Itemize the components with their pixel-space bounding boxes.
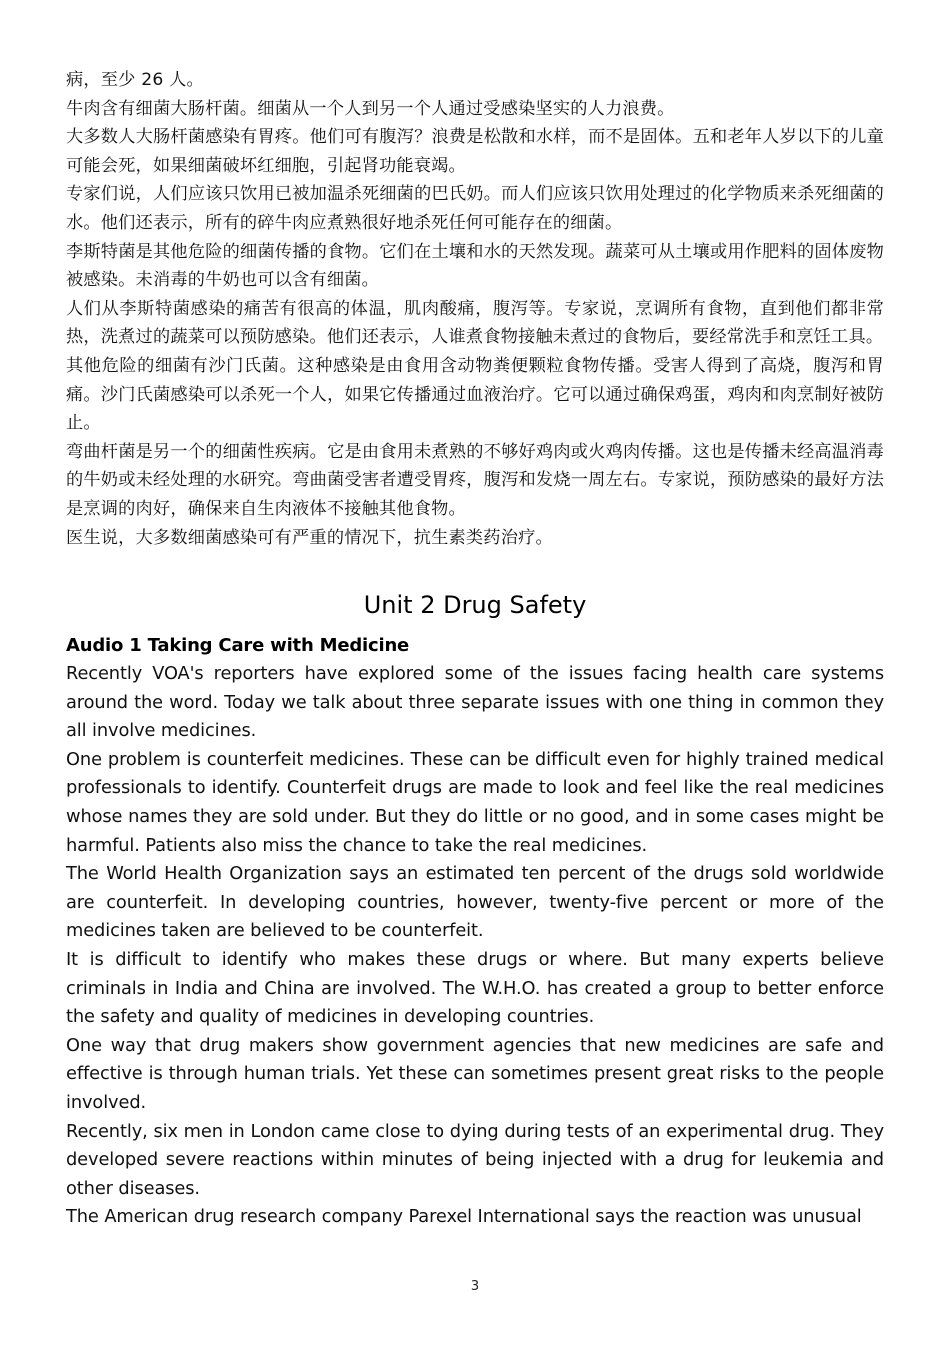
chinese-paragraph: 弯曲杆菌是另一个的细菌性疾病。它是由食用未煮熟的不够好鸡肉或火鸡肉传播。这也是传播未经高温消毒的牛奶或未经处理的水研究。弯曲菌受害者遭受胃疼，腹泻和发烧一周左右。专家说，预防感染的最好方法是烹调的肉好，确保来自生肉液体不接触其他食物。 (66, 441, 884, 519)
english-paragraph: Recently VOA's reporters have explored some of the issues facing health care systems around the word. Today we talk about three separate issues with one thing in common they all involve medicines. (66, 663, 884, 742)
chinese-paragraph: 其他危险的细菌有沙门氏菌。这种感染是由食用含动物粪便颗粒食物传播。受害人得到了高烧，腹泻和胃痛。沙门氏菌感染可以杀死一个人，如果它传播通过血液治疗。它可以通过确保鸡蛋，鸡肉和肉烹制好被防止。 (66, 355, 884, 434)
chinese-paragraph: 专家们说，人们应该只饮用已被加温杀死细菌的巴氏奶。而人们应该只饮用处理过的化学物质来杀死细菌的水。他们还表示，所有的碎牛肉应煮熟很好地杀死任何可能存在的细菌。 (66, 184, 884, 233)
page-content (66, 66, 884, 1232)
audio-section-title: Audio 1 Taking Care with Medicine (66, 635, 410, 657)
chinese-text-section (66, 66, 884, 552)
chinese-paragraph: 病，至少 26 人。 (66, 70, 204, 90)
english-paragraph: One problem is counterfeit medicines. These can be difficult even for highly trained medical professionals to identify. Counterfeit drugs are made to look and feel like the real medicines whose names they are sold under. But they do little or no good, and in some cases might be harmful. Patients also miss the chance to take the real medicines. (66, 748, 884, 856)
chinese-paragraph: 牛肉含有细菌大肠杆菌。细菌从一个人到另一个人通过受感染坚实的人力浪费。 (66, 98, 675, 119)
chinese-paragraph: 大多数人大肠杆菌感染有胃疼。他们可有腹泻？浪费是松散和水样，而不是固体。五和老年人岁以下的儿童可能会死，如果细菌破坏红细胞，引起肾功能衰竭。 (66, 127, 884, 176)
english-paragraph: Recently, six men in London came close to dying during tests of an experimental drug. They developed severe reactions within minutes of being injected with a drug for leukemia and other diseases. (66, 1120, 884, 1199)
english-paragraph: It is difficult to identify who makes these drugs or where. But many experts believe criminals in India and China are involved. The W.H.O. has created a group to better enforce the safety and quality of medicines in developing countries. (66, 949, 884, 1028)
english-paragraph: The World Health Organization says an estimated ten percent of the drugs sold worldwide are counterfeit. In developing countries, however, twenty-five percent or more of the medicines taken are believed to be counterfeit. (66, 863, 884, 942)
english-paragraph: The American drug research company Parexel International says the reaction was unusual (66, 1206, 862, 1228)
chinese-paragraph: 医生说，大多数细菌感染可有严重的情况下，抗生素类药治疗。 (66, 527, 553, 548)
chinese-paragraph: 李斯特菌是其他危险的细菌传播的食物。它们在土壤和水的天然发现。蔬菜可从土壤或用作肥料的固体废物被感染。未消毒的牛奶也可以含有细菌。 (66, 241, 884, 291)
english-paragraph: One way that drug makers show government agencies that new medicines are safe and effective is through human trials. Yet these can sometimes present great risks to the people involved. (66, 1034, 884, 1113)
page-number: 3 (470, 1279, 480, 1294)
english-text-section (66, 660, 884, 1232)
chinese-paragraph: 人们从李斯特菌感染的痛苦有很高的体温，肌肉酸痛，腹泻等。专家说，烹调所有食物，直到他们都非常热，洗煮过的蔬菜可以预防感染。他们还表示，人谁煮食物接触未煮过的食物后，要经常洗手和烹饪工具。 (66, 298, 884, 348)
unit-title: Unit 2 Drug Safety (363, 591, 587, 620)
